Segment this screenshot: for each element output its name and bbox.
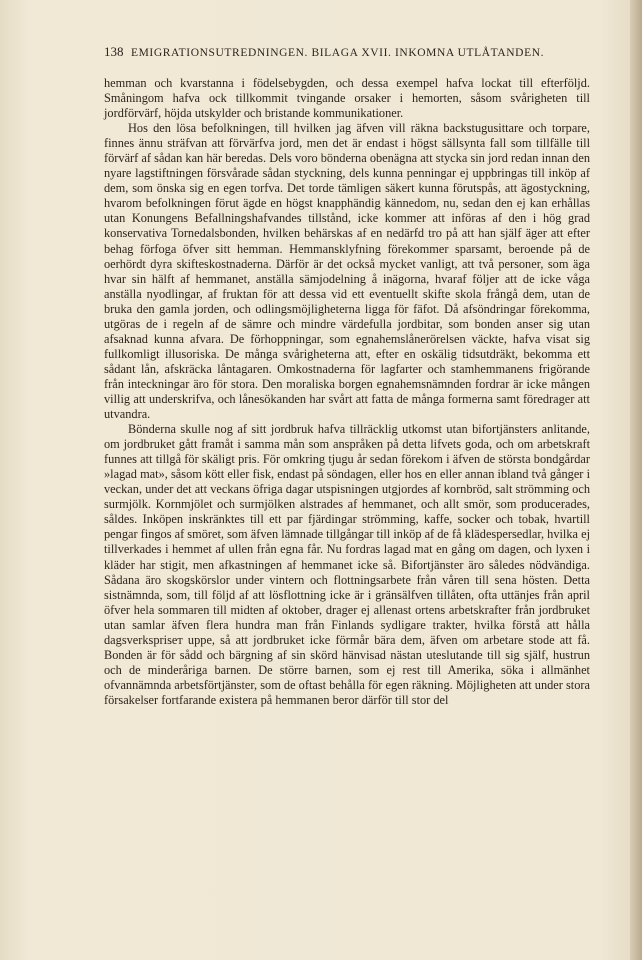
running-header <box>104 44 590 60</box>
page-number: 138 <box>104 44 124 59</box>
paragraph-continuation: hemman och kvarstanna i födelsebygden, och dessa exempel hafva lockat till efterföljd. Småningom hafva ock tillkommit tvingande orsaker i hemorten, såsom svårigheten till jordförvärf, höjda utskylder och bristande kommunikationer. <box>104 76 590 121</box>
paragraph-farmers-income: Bönderna skulle nog af sitt jordbruk hafva tillräcklig utkomst utan bifortjänsters anlitande, om jordbruket gått framåt i samma mån som anspråken på detta lifvets goda, och om arbetskraft funnes att tillgå för skäligt pris. För omkring tjugu år sedan förekom i äfven de största bondgårdar »lagad mat», såsom kött eller fisk, endast på söndagen, eller hos en eller annan ibland två gånger i veckan, under det att veckans öfriga dagar utspisningen utgjordes af kornbröd, salt strömming och surmjölk. Kornmjölet och surmjölken alstrades af hemmanet, och allt smör, som producerades, såldes. Inköpen inskränktes till ett par fjärdingar strömming, kaffe, socker och tobak, hvartill pengar fingos af smöret, som äfven lämnade tillgångar till inköp af de få klädespersedlar, hvilka ej tillverkades i hemmet af ullen från egna får. Nu fordras lagad mat en gång om dagen, och lyxen i kläder har stigit, men afkastningen af hemmanet icke så. Bifortjänster äro således nödvändiga. Sådana äro skogskörslor under vintern och flottningsarbete från våren till sena hösten. Detta sistnämnda, som, till följd af att lösflottning icke är i gränsälfven tillåten, ofta uttänjes från april öfver hela sommaren till midten af oktober, drager ej allenast ortens arbetskrafter från jordbruket utan samlar äfven flera hundra man från Finlands sydligare trakter, hvilka förstå att hålla dagsverkspriseт uppe, så att jordbruket icke förmår bära dem, äfven om arbetare stode att få. Bonden är för sådd och bärgning af sin skörd hänvisad nästan uteslutande till sig själf, hustrun och de minderåriga barnen. De större barnen, som ej rest till Amerika, söka i allmänhet ofvannämnda arbetsförtjänster, som de oftast behålla för egen räkning. Möjligheten att under stora försakelser fortfarande existera på hemmanen beror därför till stor del <box>104 422 590 707</box>
page-edge-shadow <box>630 0 642 960</box>
paragraph-landless-population: Hos den lösa befolkningen, till hvilken jag äfven vill räkna backstugusittare och torpare, finnes ännu sträfvan att förvärfva jord, men det är endast i högst sällsynta fall som tillfälle till förvärf af sådan kan här beredas. Dels voro bönderna obenägna att stycka sin jord redan innan den nyare lagstiftningen försvårade sådan styckning, dels kunna penningar ej uppbringas till inköp af dem, som önska sig en egen torfva. Det torde tämligen säkert kunna förutspås, att ägostyckning, hvarom befolkningen förut ägde en högst knapphändig kännedom, nu, sedan den ej kan erhållas utan Konungens Befallningshafvandes tillstånd, icke kommer att införas af den i hög grad konservativa Tornedalsbonden, hvilken behärskas af en nedärfd tro på att han själf äger att efter behag förfoga öfver sitt hemman. Hemmansklyfning förekommer sparsamt, beroende på de oerhördt dyra skifteskostnaderna. Därför är det också mycket vanligt, att två personer, som äga hvar sin hälft af hemmanet, anställa sämjodelning å inägorna, hvaraf följer att de icke våga anställa nyodlingar, af fruktan för att dessa vid ett eventuellt skifte skola frångå dem, utan de bruka den gamla jorden, och odlingsmöjligheterna ligga för fäfot. Då afsöndringar förekomma, utgöras de i regeln af de sämre och mindre värdefulla jordbitar, som bonden anser sig utan afsaknad kunna afvara. De förhoppningar, som egnahemslånerörelsen väckte, hafva visat sig fullkomligt illusoriska. De många svårigheterna att, efter en oskälig tidsutdräkt, bekomma ett sådant lån, afskräcka låntagaren. Omkostnaderna för lagfarter och stamhemmanens frigörande från inteckningar äro för stora. Den moraliska borgen egnahemsnämnden fordrar är icke mången villig att underskrifva, och lånesökanden har svårt att fatta de många formerna samt föredrager att utvandra. <box>104 121 590 422</box>
body-text <box>104 76 590 708</box>
running-title: EMIGRATIONSUTREDNINGEN. BILAGA XVII. INKOMNA UTLÅTANDEN. <box>130 47 545 59</box>
